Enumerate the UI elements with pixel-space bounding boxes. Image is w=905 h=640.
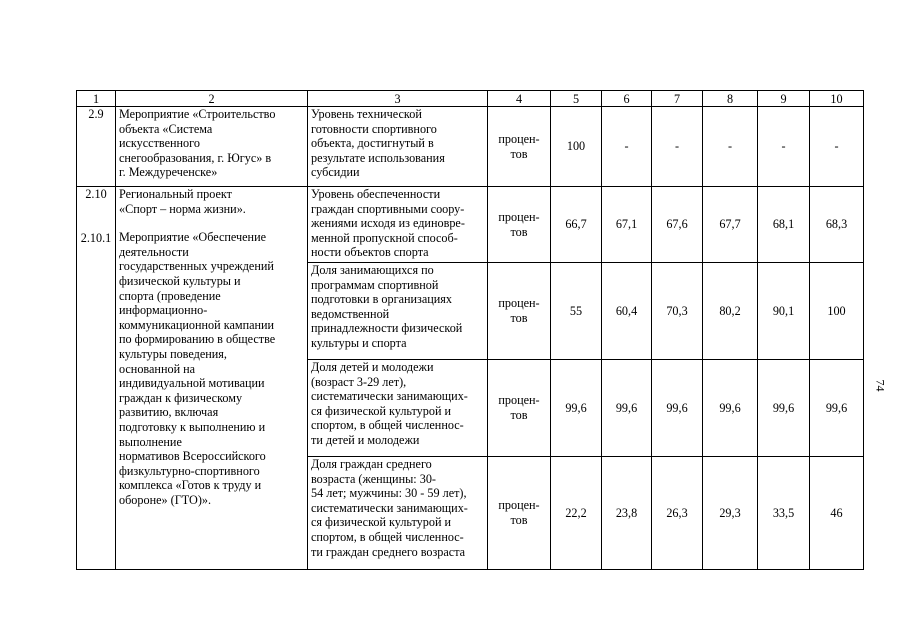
value-cell: 70,3 bbox=[652, 263, 703, 360]
unit-cell: процен- тов bbox=[488, 187, 551, 263]
value-cell: 99,6 bbox=[703, 360, 758, 457]
table-header-row bbox=[77, 91, 864, 107]
indicator-cell: Уровень обеспеченности граждан спортивными соору- жениями исходя из единовре- менной пропускной способ- ности объектов спорта bbox=[308, 187, 488, 263]
row-subnumber: 2.10.1 bbox=[80, 230, 112, 245]
value-cell: 68,3 bbox=[810, 187, 864, 263]
event-cell: Мероприятие «Строительство объекта «Система искусственного снегообразования, г. Югус» в г. Междуреченске» bbox=[116, 107, 308, 187]
value-cell: 67,6 bbox=[652, 187, 703, 263]
value-cell: 100 bbox=[810, 263, 864, 360]
unit-cell: процен- тов bbox=[488, 360, 551, 457]
value-cell: 66,7 bbox=[551, 187, 602, 263]
value-cell: 99,6 bbox=[602, 360, 652, 457]
value-cell: 99,6 bbox=[551, 360, 602, 457]
table-row bbox=[77, 107, 864, 187]
header-cell: 10 bbox=[810, 91, 864, 107]
event-cell bbox=[116, 187, 308, 570]
header-cell: 6 bbox=[602, 91, 652, 107]
value-cell: - bbox=[810, 107, 864, 187]
value-cell: 90,1 bbox=[758, 263, 810, 360]
header-cell: 4 bbox=[488, 91, 551, 107]
value-cell: - bbox=[758, 107, 810, 187]
header-cell: 8 bbox=[703, 91, 758, 107]
value-cell: 100 bbox=[551, 107, 602, 187]
value-cell: 46 bbox=[810, 457, 864, 570]
event-description: Мероприятие «Обеспечение деятельности государственных учреждений физической культуры и спорта (проведение информационно- коммуникационной кампании по формированию в обществе культуры поведения, основанной на индивидуальной мотивации граждан к физическому развитию, включая подготовку к выполнению и выполнение нормативов Всероссийского физкультурно-спортивного комплекса «Готов к труду и обороне» (ГТО)». bbox=[119, 230, 276, 507]
table-row bbox=[77, 187, 864, 263]
header-cell: 1 bbox=[77, 91, 116, 107]
unit-cell: процен- тов bbox=[488, 263, 551, 360]
row-number: 2.9 bbox=[77, 107, 116, 187]
unit-cell: процен- тов bbox=[488, 107, 551, 187]
header-cell: 5 bbox=[551, 91, 602, 107]
value-cell: 99,6 bbox=[758, 360, 810, 457]
page-number: 74 bbox=[873, 379, 888, 392]
value-cell: 67,7 bbox=[703, 187, 758, 263]
value-cell: 29,3 bbox=[703, 457, 758, 570]
header-cell: 2 bbox=[116, 91, 308, 107]
value-cell: 26,3 bbox=[652, 457, 703, 570]
indicator-cell: Уровень технической готовности спортивного объекта, достигнутый в результате использования субсидии bbox=[308, 107, 488, 187]
indicators-table bbox=[76, 90, 864, 570]
value-cell: - bbox=[652, 107, 703, 187]
value-cell: 23,8 bbox=[602, 457, 652, 570]
value-cell: 60,4 bbox=[602, 263, 652, 360]
indicator-cell: Доля детей и молодежи (возраст 3-29 лет), систематически занимающих- ся физической культурой и спортом, в общей численнос- ти детей и молодежи bbox=[308, 360, 488, 457]
value-cell: 22,2 bbox=[551, 457, 602, 570]
header-cell: 7 bbox=[652, 91, 703, 107]
value-cell: 99,6 bbox=[810, 360, 864, 457]
value-cell: 55 bbox=[551, 263, 602, 360]
value-cell: 99,6 bbox=[652, 360, 703, 457]
header-cell: 3 bbox=[308, 91, 488, 107]
value-cell: 80,2 bbox=[703, 263, 758, 360]
indicator-cell: Доля граждан среднего возраста (женщины: 30- 54 лет; мужчины: 30 - 59 лет), систематически занимающих- ся физической культурой и спортом, в общей численнос- ти граждан среднего возраста bbox=[308, 457, 488, 570]
value-cell: - bbox=[703, 107, 758, 187]
project-title: Региональный проект «Спорт – норма жизни». bbox=[119, 187, 246, 216]
row-number-cell bbox=[77, 187, 116, 570]
value-cell: 33,5 bbox=[758, 457, 810, 570]
value-cell: 67,1 bbox=[602, 187, 652, 263]
value-cell: 68,1 bbox=[758, 187, 810, 263]
unit-cell: процен- тов bbox=[488, 457, 551, 570]
indicator-cell: Доля занимающихся по программам спортивной подготовки в организациях ведомственной принадлежности физической культуры и спорта bbox=[308, 263, 488, 360]
header-cell: 9 bbox=[758, 91, 810, 107]
row-number: 2.10 bbox=[85, 187, 107, 201]
value-cell: - bbox=[602, 107, 652, 187]
